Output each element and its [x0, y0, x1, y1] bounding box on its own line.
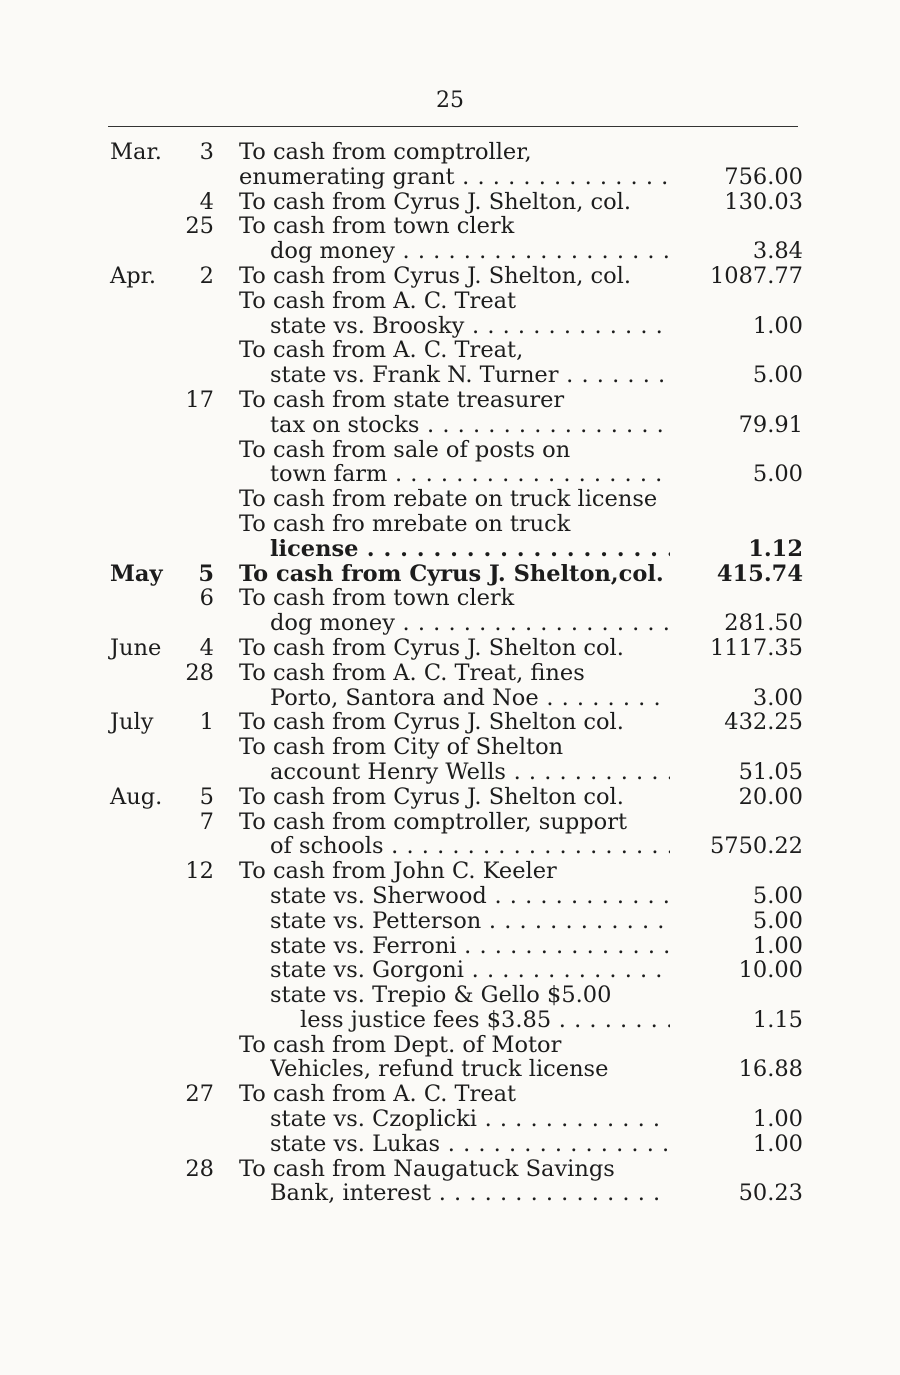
ledger-table [108, 140, 803, 1206]
entry-description: town farm . . . [270, 462, 670, 487]
entry-month: Mar. [110, 139, 162, 165]
entry-amount: 1.00 [752, 1130, 803, 1157]
entry-description: To cash from comptroller, [239, 140, 532, 165]
entry-day: 4 [199, 634, 214, 661]
ledger-row [108, 537, 803, 562]
ledger-row [108, 388, 803, 413]
entry-amount: 281.50 [724, 610, 803, 637]
entry-amount: 1.15 [752, 1006, 803, 1033]
ledger-row [108, 1008, 803, 1033]
entry-description: To cash from John C. Keeler [239, 859, 557, 884]
entry-description: To cash from Dept. of Motor [239, 1032, 562, 1058]
entry-day: 5 [199, 783, 214, 810]
ledger-row [108, 289, 803, 314]
entry-month: Aug. [110, 783, 163, 810]
entry-day: 2 [199, 262, 214, 289]
ledger-row [108, 140, 803, 165]
entry-description: To cash from A. C. Treat, fines [239, 660, 585, 686]
entry-amount: 50.23 [738, 1180, 803, 1207]
ledger-row [108, 1157, 803, 1182]
ledger-row [108, 686, 803, 711]
ledger-row [108, 1033, 803, 1058]
ledger-row [108, 586, 803, 611]
entry-description: license . . . [270, 537, 670, 562]
entry-description: state vs. Ferroni . . . [270, 934, 670, 959]
entry-description: To cash from City of Shelton [239, 735, 564, 760]
ledger-row [108, 1132, 803, 1157]
header-rule [108, 126, 798, 127]
entry-description: tax on stocks . . . [270, 413, 670, 438]
entry-description: Vehicles, refund truck license [270, 1057, 609, 1083]
ledger-row [108, 239, 803, 264]
entry-description: To cash from comptroller, support [239, 809, 627, 835]
entry-description: state vs. Trepio & Gello $5.00 [270, 983, 612, 1008]
ledger-row [108, 983, 803, 1008]
ledger-row [108, 1082, 803, 1107]
entry-amount: 5.00 [752, 461, 803, 488]
ledger-row [108, 338, 803, 363]
entry-amount: 5750.22 [709, 833, 803, 860]
ledger-row [108, 165, 803, 190]
entry-description: To cash from Cyrus J. Shelton, col. [239, 189, 632, 215]
entry-description: account Henry Wells . . . [270, 760, 670, 785]
entry-description: dog money . . . [270, 611, 670, 636]
entry-day: 27 [185, 1081, 214, 1108]
entry-amount: 5.00 [752, 907, 803, 934]
entry-amount: 3.00 [752, 684, 803, 711]
entry-amount: 1.00 [752, 312, 803, 339]
page-number: 25 [436, 88, 464, 113]
ledger-row [108, 834, 803, 859]
ledger-row [108, 958, 803, 983]
entry-amount: 130.03 [724, 188, 803, 215]
ledger-row [108, 710, 803, 735]
entry-amount: 79.91 [738, 411, 803, 438]
entry-amount: 1087.77 [709, 262, 803, 289]
ledger-row [108, 314, 803, 339]
entry-amount: 1117.35 [709, 634, 803, 661]
entry-description: of schools . . . [270, 834, 670, 859]
entry-description: To cash from Cyrus J. Shelton col. [239, 784, 624, 810]
entry-day: 28 [185, 1155, 214, 1182]
ledger-row [108, 760, 803, 785]
ledger-row [108, 636, 803, 661]
entry-day: 1 [199, 709, 214, 736]
entry-description: To cash from A. C. Treat, [239, 338, 524, 364]
entry-month: July [110, 709, 154, 736]
ledger-row [108, 487, 803, 512]
entry-description: state vs. Petterson . . . [270, 909, 670, 934]
ledger-row [108, 562, 803, 587]
entry-description: state vs. Broosky . . . [270, 314, 670, 339]
entry-day: 4 [199, 188, 214, 215]
ledger-row [108, 661, 803, 686]
entry-description: state vs. Frank N. Turner . . . [270, 363, 670, 388]
ledger-row [108, 1057, 803, 1082]
ledger-row [108, 512, 803, 537]
entry-description: To cash from A. C. Treat [239, 1082, 517, 1108]
entry-month: June [110, 634, 162, 661]
entry-amount: 1.00 [752, 932, 803, 959]
ledger-row [108, 810, 803, 835]
entry-amount: 432.25 [724, 709, 803, 736]
ledger-row [108, 934, 803, 959]
entry-description: To cash from state treasurer [239, 387, 565, 413]
entry-description: To cash from Cyrus J. Shelton col. [239, 710, 624, 736]
entry-amount: 1.12 [748, 535, 803, 562]
ledger-row [108, 413, 803, 438]
ledger-row [108, 785, 803, 810]
entry-description: state vs. Gorgoni . . . [270, 958, 670, 983]
entry-day: 7 [199, 808, 214, 835]
entry-day: 12 [185, 858, 214, 885]
entry-description: To cash from Naugatuck Savings [239, 1156, 615, 1182]
ledger-row [108, 611, 803, 636]
entry-day: 3 [199, 139, 214, 165]
entry-day: 17 [185, 386, 214, 413]
ledger-row [108, 190, 803, 215]
entry-description: To cash from Cyrus J. Shelton, col. [239, 263, 632, 289]
entry-amount: 16.88 [738, 1056, 803, 1083]
entry-description: Bank, interest . . . [270, 1181, 670, 1206]
entry-amount: 1.00 [752, 1106, 803, 1133]
entry-amount: 415.74 [716, 560, 803, 587]
entry-amount: 10.00 [738, 957, 803, 984]
ledger-row [108, 363, 803, 388]
entry-description: To cash from A. C. Treat [239, 288, 517, 314]
entry-month: Apr. [110, 262, 157, 289]
entry-description: To cash from Cyrus J. Shelton col. [239, 635, 624, 661]
ledger-row [108, 1107, 803, 1132]
entry-description: To cash from town clerk [239, 586, 515, 612]
ledger-row [108, 264, 803, 289]
entry-description: dog money . . . [270, 239, 670, 264]
entry-amount: 20.00 [738, 783, 803, 810]
entry-day: 25 [185, 213, 214, 240]
entry-amount: 5.00 [752, 882, 803, 909]
ledger-row [108, 909, 803, 934]
entry-description: state vs. Lukas . . . [270, 1132, 670, 1157]
entry-day: 5 [198, 560, 214, 587]
ledger-row [108, 859, 803, 884]
entry-day: 6 [199, 585, 214, 612]
ledger-row [108, 462, 803, 487]
entry-description: To cash from rebate on truck license [239, 487, 658, 512]
ledger-row [108, 214, 803, 239]
entry-description: less justice fees $3.85 . . . [300, 1008, 670, 1033]
entry-month: May [110, 560, 163, 587]
entry-description: To cash fro mrebate on truck [239, 511, 571, 537]
ledger-row [108, 735, 803, 760]
entry-description: To cash from town clerk [239, 214, 515, 240]
ledger-row [108, 438, 803, 463]
entry-day: 28 [185, 659, 214, 686]
entry-amount: 5.00 [752, 362, 803, 389]
entry-description: To cash from sale of posts on [239, 437, 571, 463]
entry-description: state vs. Sherwood . . . [270, 884, 670, 909]
entry-description: To cash from Cyrus J. Shelton,col. [239, 561, 664, 587]
entry-amount: 51.05 [738, 758, 803, 785]
entry-amount: 756.00 [724, 163, 803, 190]
entry-description: Porto, Santora and Noe . . . [270, 686, 670, 711]
entry-description: enumerating grant . . . [239, 165, 669, 190]
entry-description: state vs. Czoplicki . . . [270, 1107, 670, 1132]
entry-amount: 3.84 [752, 238, 803, 265]
ledger-row [108, 884, 803, 909]
ledger-row [108, 1181, 803, 1206]
